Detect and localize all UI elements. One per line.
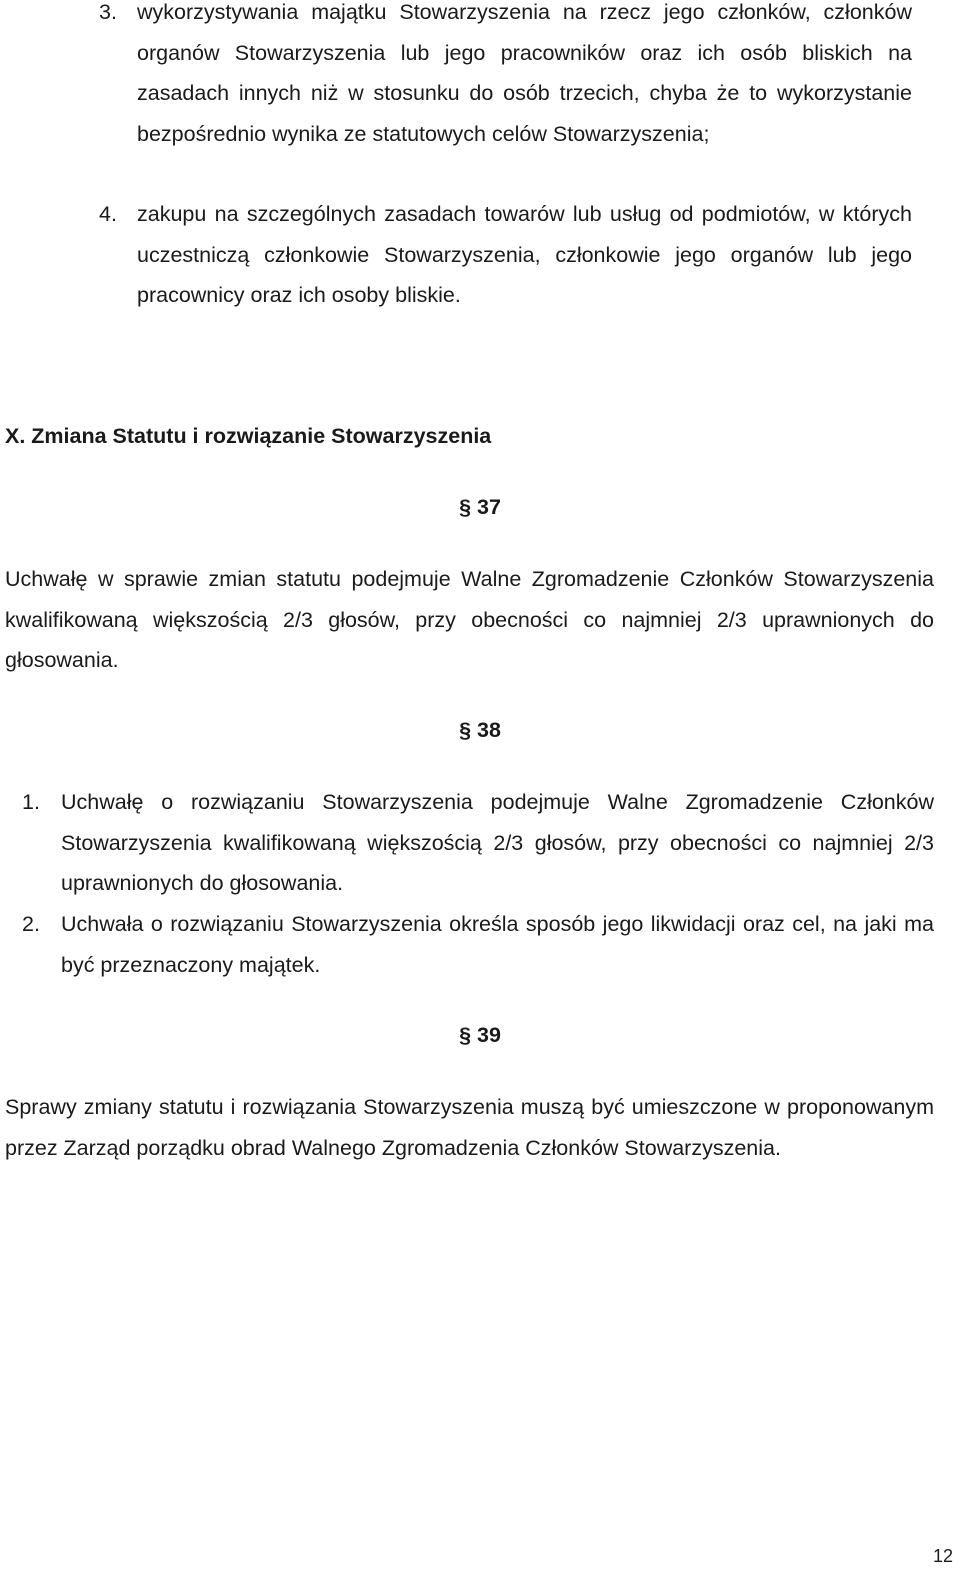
list-item-text: wykorzystywania majątku Stowarzyszenia na rzecz jego członków, członków organów Stowarzyszenia lub jego pracowników oraz ich osób bliskich na zasadach innych niż w stosunku do osób trzecich, chyba że to wykorzystanie bezpośrednio wynika ze statutowych celów Stowarzyszenia;: [137, 0, 912, 146]
list-item-text: Uchwałę o rozwiązaniu Stowarzyszenia podejmuje Walne Zgromadzenie Członków Stowarzyszenia kwalifikowaną większością 2/3 głosów, przy obecności co najmniej 2/3 uprawnionych do głosowania.: [61, 790, 934, 896]
paragraph-37-text: Uchwałę w sprawie zmian statutu podejmuje Walne Zgromadzenie Członków Stowarzyszenia kwalifikowaną większością 2/3 głosów, przy obecności co najmniej 2/3 uprawnionych do głosowania.: [5, 567, 934, 673]
paragraph-mark-38: § 38: [459, 718, 501, 742]
list-item-number: 4.: [99, 202, 117, 226]
page-number: 12: [932, 1546, 953, 1566]
list-item-number: 2.: [22, 912, 40, 936]
list-item-text: zakupu na szczególnych zasadach towarów lub usług od podmiotów, w których uczestniczą członkowie Stowarzyszenia, członkowie jego organów lub jego pracownicy oraz ich osoby bliskie.: [137, 202, 912, 308]
list-item-text: Uchwała o rozwiązaniu Stowarzyszenia określa sposób jego likwidacji oraz cel, na jaki ma być przeznaczony majątek.: [61, 912, 934, 977]
paragraph-mark-39: § 39: [459, 1023, 501, 1047]
section-heading: X. Zmiana Statutu i rozwiązanie Stowarzyszenia: [5, 424, 492, 448]
list-item-number: 1.: [22, 790, 40, 814]
list-item-number: 3.: [99, 0, 117, 24]
paragraph-39-text: Sprawy zmiany statutu i rozwiązania Stowarzyszenia muszą być umieszczone w proponowanym przez Zarząd porządku obrad Walnego Zgromadzenia Członków Stowarzyszenia.: [5, 1095, 934, 1160]
paragraph-mark-37: § 37: [459, 495, 501, 519]
